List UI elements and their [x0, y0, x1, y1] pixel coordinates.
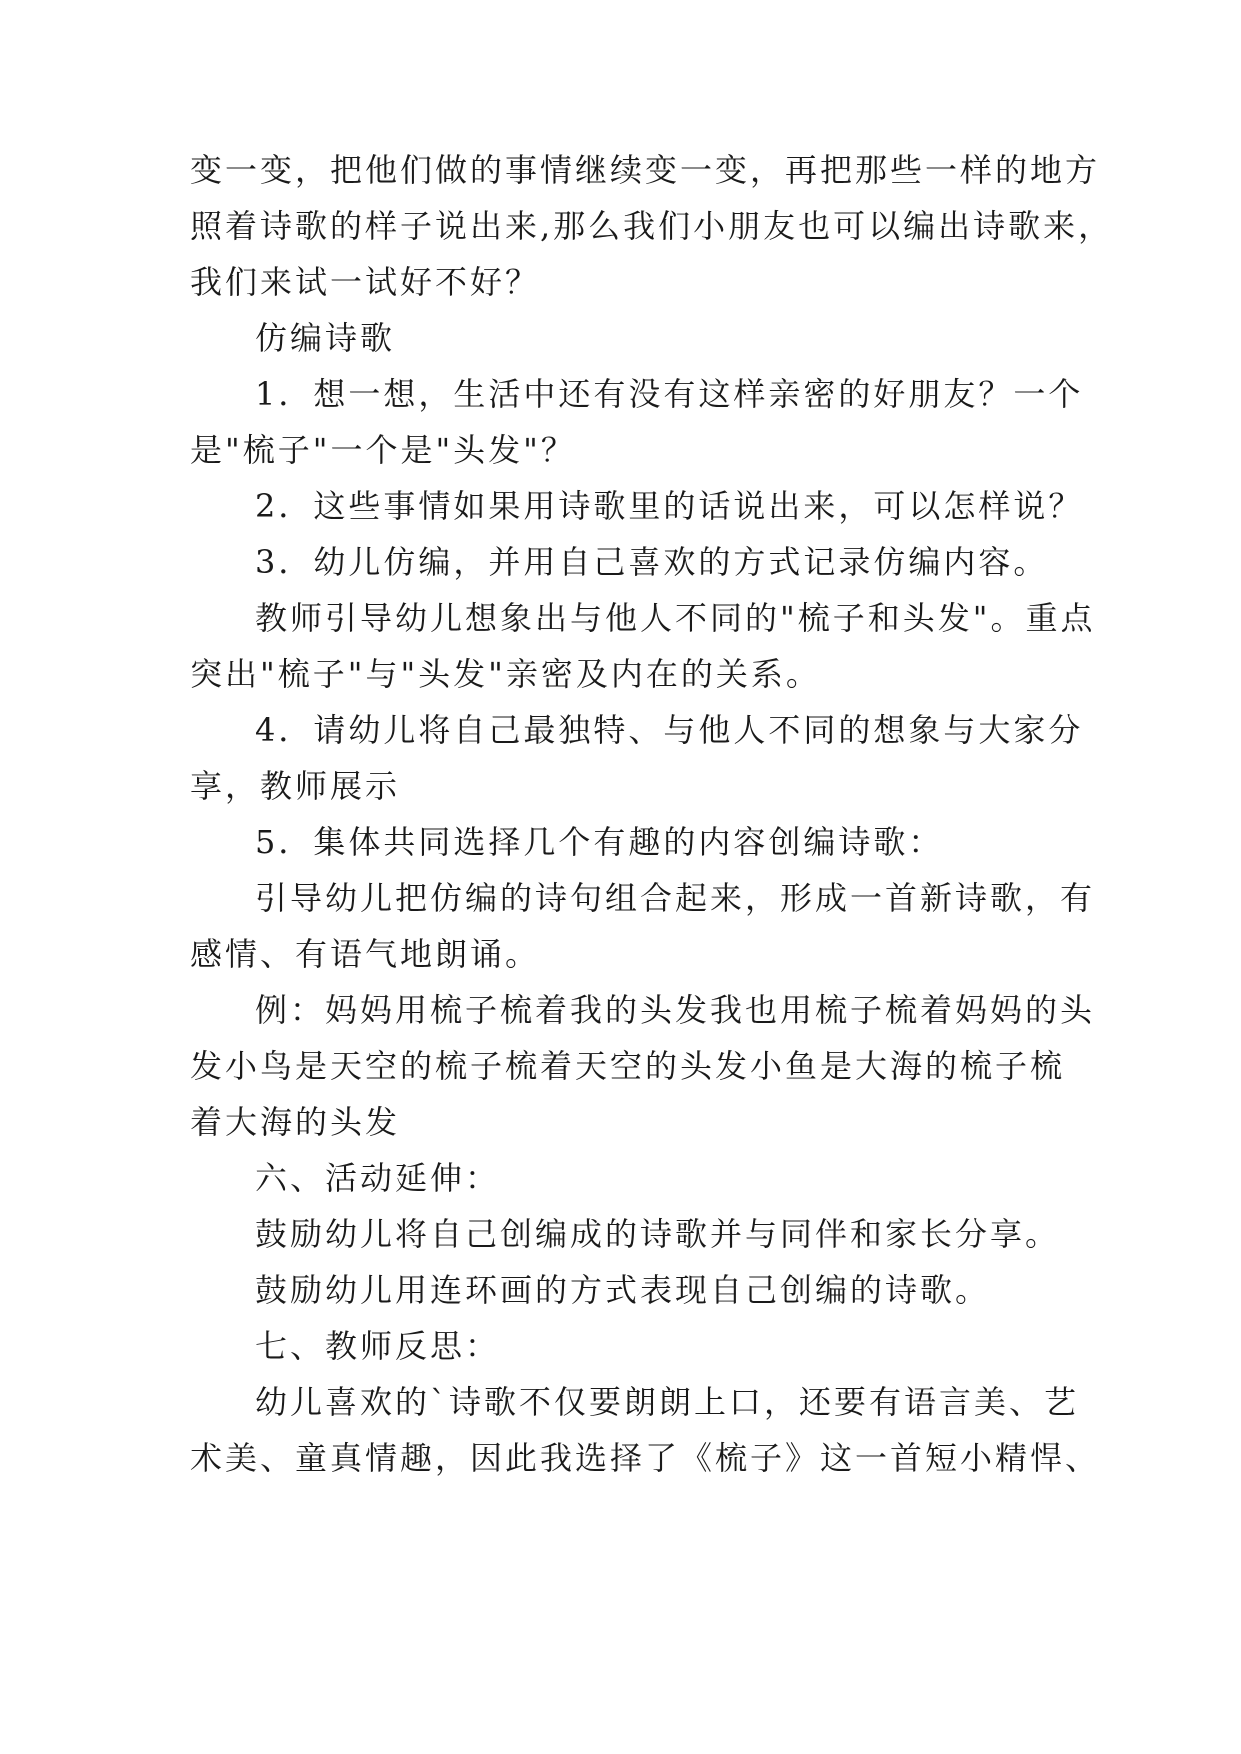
text-line: 发小鸟是天空的梳子梳着天空的头发小鱼是大海的梳子梳 [190, 1047, 1066, 1085]
text-line: 变一变，把他们做的事情继续变一变，再把那些一样的地方 [190, 151, 1101, 189]
section-heading: 六、活动延伸： [255, 1159, 501, 1197]
text-line: 鼓励幼儿用连环画的方式表现自己创编的诗歌。 [255, 1271, 991, 1309]
text-line: 鼓励幼儿将自己创编成的诗歌并与同伴和家长分享。 [255, 1215, 1061, 1253]
text-line: 5．集体共同选择几个有趣的内容创编诗歌： [255, 823, 944, 861]
text-line: 1．想一想，生活中还有没有这样亲密的好朋友？一个 [255, 375, 1084, 413]
text-line: 是"梳子"一个是"头发"？ [190, 431, 576, 469]
text-line: 着大海的头发 [190, 1103, 401, 1141]
text-line: 我们来试一试好不好？ [190, 263, 541, 301]
text-line: 享，教师展示 [190, 767, 401, 805]
text-line: 例：妈妈用梳子梳着我的头发我也用梳子梳着妈妈的头 [255, 991, 1096, 1029]
text-line: 4．请幼儿将自己最独特、与他人不同的想象与大家分 [255, 711, 1084, 749]
text-line: 照着诗歌的样子说出来,那么我们小朋友也可以编出诗歌来， [190, 207, 1114, 245]
text-line: 教师引导幼儿想象出与他人不同的"梳子和头发"。重点 [255, 599, 1096, 637]
text-line: 术美、童真情趣，因此我选择了《梳子》这一首短小精悍、 [190, 1439, 1101, 1477]
section-heading: 仿编诗歌 [255, 319, 396, 357]
text-line: 感情、有语气地朗诵。 [190, 935, 541, 973]
text-line: 引导幼儿把仿编的诗句组合起来，形成一首新诗歌，有 [255, 879, 1096, 917]
section-heading: 七、教师反思： [255, 1327, 501, 1365]
text-line: 3．幼儿仿编，并用自己喜欢的方式记录仿编内容。 [255, 543, 1049, 581]
text-line: 幼儿喜欢的`诗歌不仅要朗朗上口，还要有语言美、艺 [255, 1383, 1080, 1421]
text-line: 2．这些事情如果用诗歌里的话说出来，可以怎样说？ [255, 487, 1084, 525]
text-line: 突出"梳子"与"头发"亲密及内在的关系。 [190, 655, 821, 693]
